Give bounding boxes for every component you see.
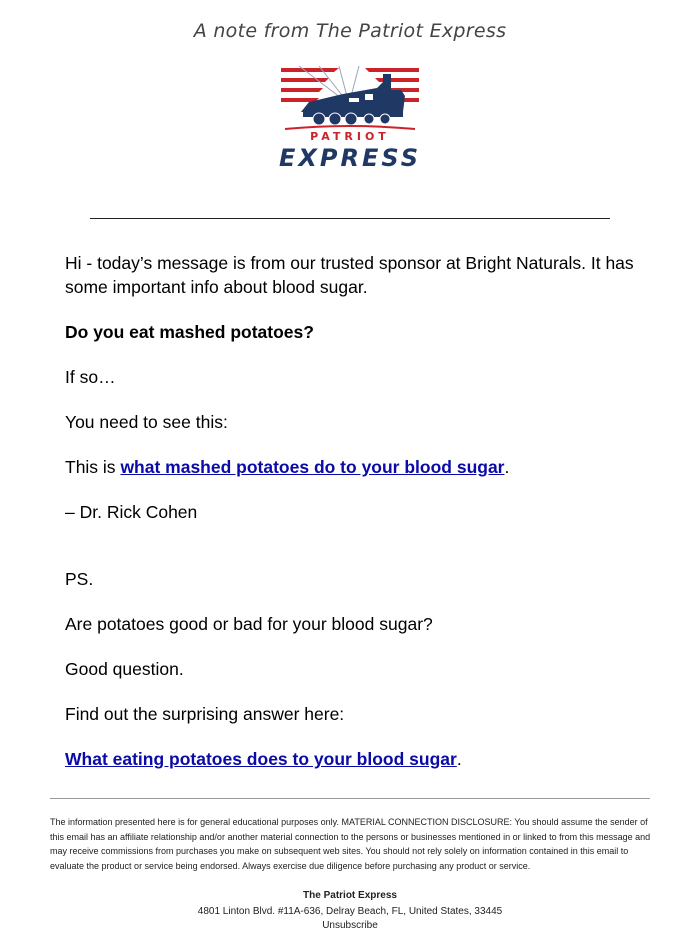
this-is-paragraph xyxy=(65,455,645,479)
patriot-express-logo xyxy=(279,64,421,174)
logo-patriot-text: PATRIOT xyxy=(310,130,390,143)
header-note: A note from The Patriot Express xyxy=(193,20,507,42)
period-2: . xyxy=(456,749,462,769)
ps-question: Are potatoes good or bad for your blood sugar? xyxy=(65,614,433,634)
intro-paragraph: Hi - today’s message is from our trusted sponsor at Bright Naturals. It has some important info about blood sugar. xyxy=(65,253,634,297)
footer-divider xyxy=(50,798,650,799)
find-out-text: Find out the surprising answer here: xyxy=(65,704,345,724)
logo-express-text: EXPRESS xyxy=(279,144,422,172)
footer-company-name: The Patriot Express xyxy=(303,890,397,901)
unsubscribe-link[interactable]: Unsubscribe xyxy=(322,920,378,931)
good-question-text: Good question. xyxy=(65,659,184,679)
eating-potatoes-paragraph xyxy=(65,747,645,771)
period-1: . xyxy=(504,457,510,477)
footer-address: 4801 Linton Blvd. #11A-636, Delray Beach, FL, United States, 33445 xyxy=(197,906,503,917)
this-is-prefix: This is xyxy=(65,457,121,477)
top-divider xyxy=(90,218,610,219)
signature: – Dr. Rick Cohen xyxy=(65,502,198,522)
question-text: Do you eat mashed potatoes? xyxy=(65,322,314,342)
question-heading xyxy=(65,320,645,344)
train-flag-icon xyxy=(279,64,421,134)
ps-label: PS. xyxy=(65,569,94,589)
disclaimer-text: The information presented here is for general educational purposes only. MATERIAL CONNECTION DISCLOSURE: You should assume the sender of this email has an affiliate relationship and/or another material connection to the persons or businesses mentioned in or linked to from this message and may receive commissions from purchases you make on subsequent web sites. You should not rely solely on information contained in this email to evaluate the product or service being endorsed. Always exercise due diligence before purchasing any product or service. xyxy=(50,817,651,871)
if-so-text: If so… xyxy=(65,367,116,387)
need-to-see-text: You need to see this: xyxy=(65,412,228,432)
eating-potatoes-link[interactable]: What eating potatoes does to your blood sugar xyxy=(65,749,457,769)
mashed-potatoes-link[interactable]: what mashed potatoes do to your blood sugar xyxy=(120,457,505,477)
